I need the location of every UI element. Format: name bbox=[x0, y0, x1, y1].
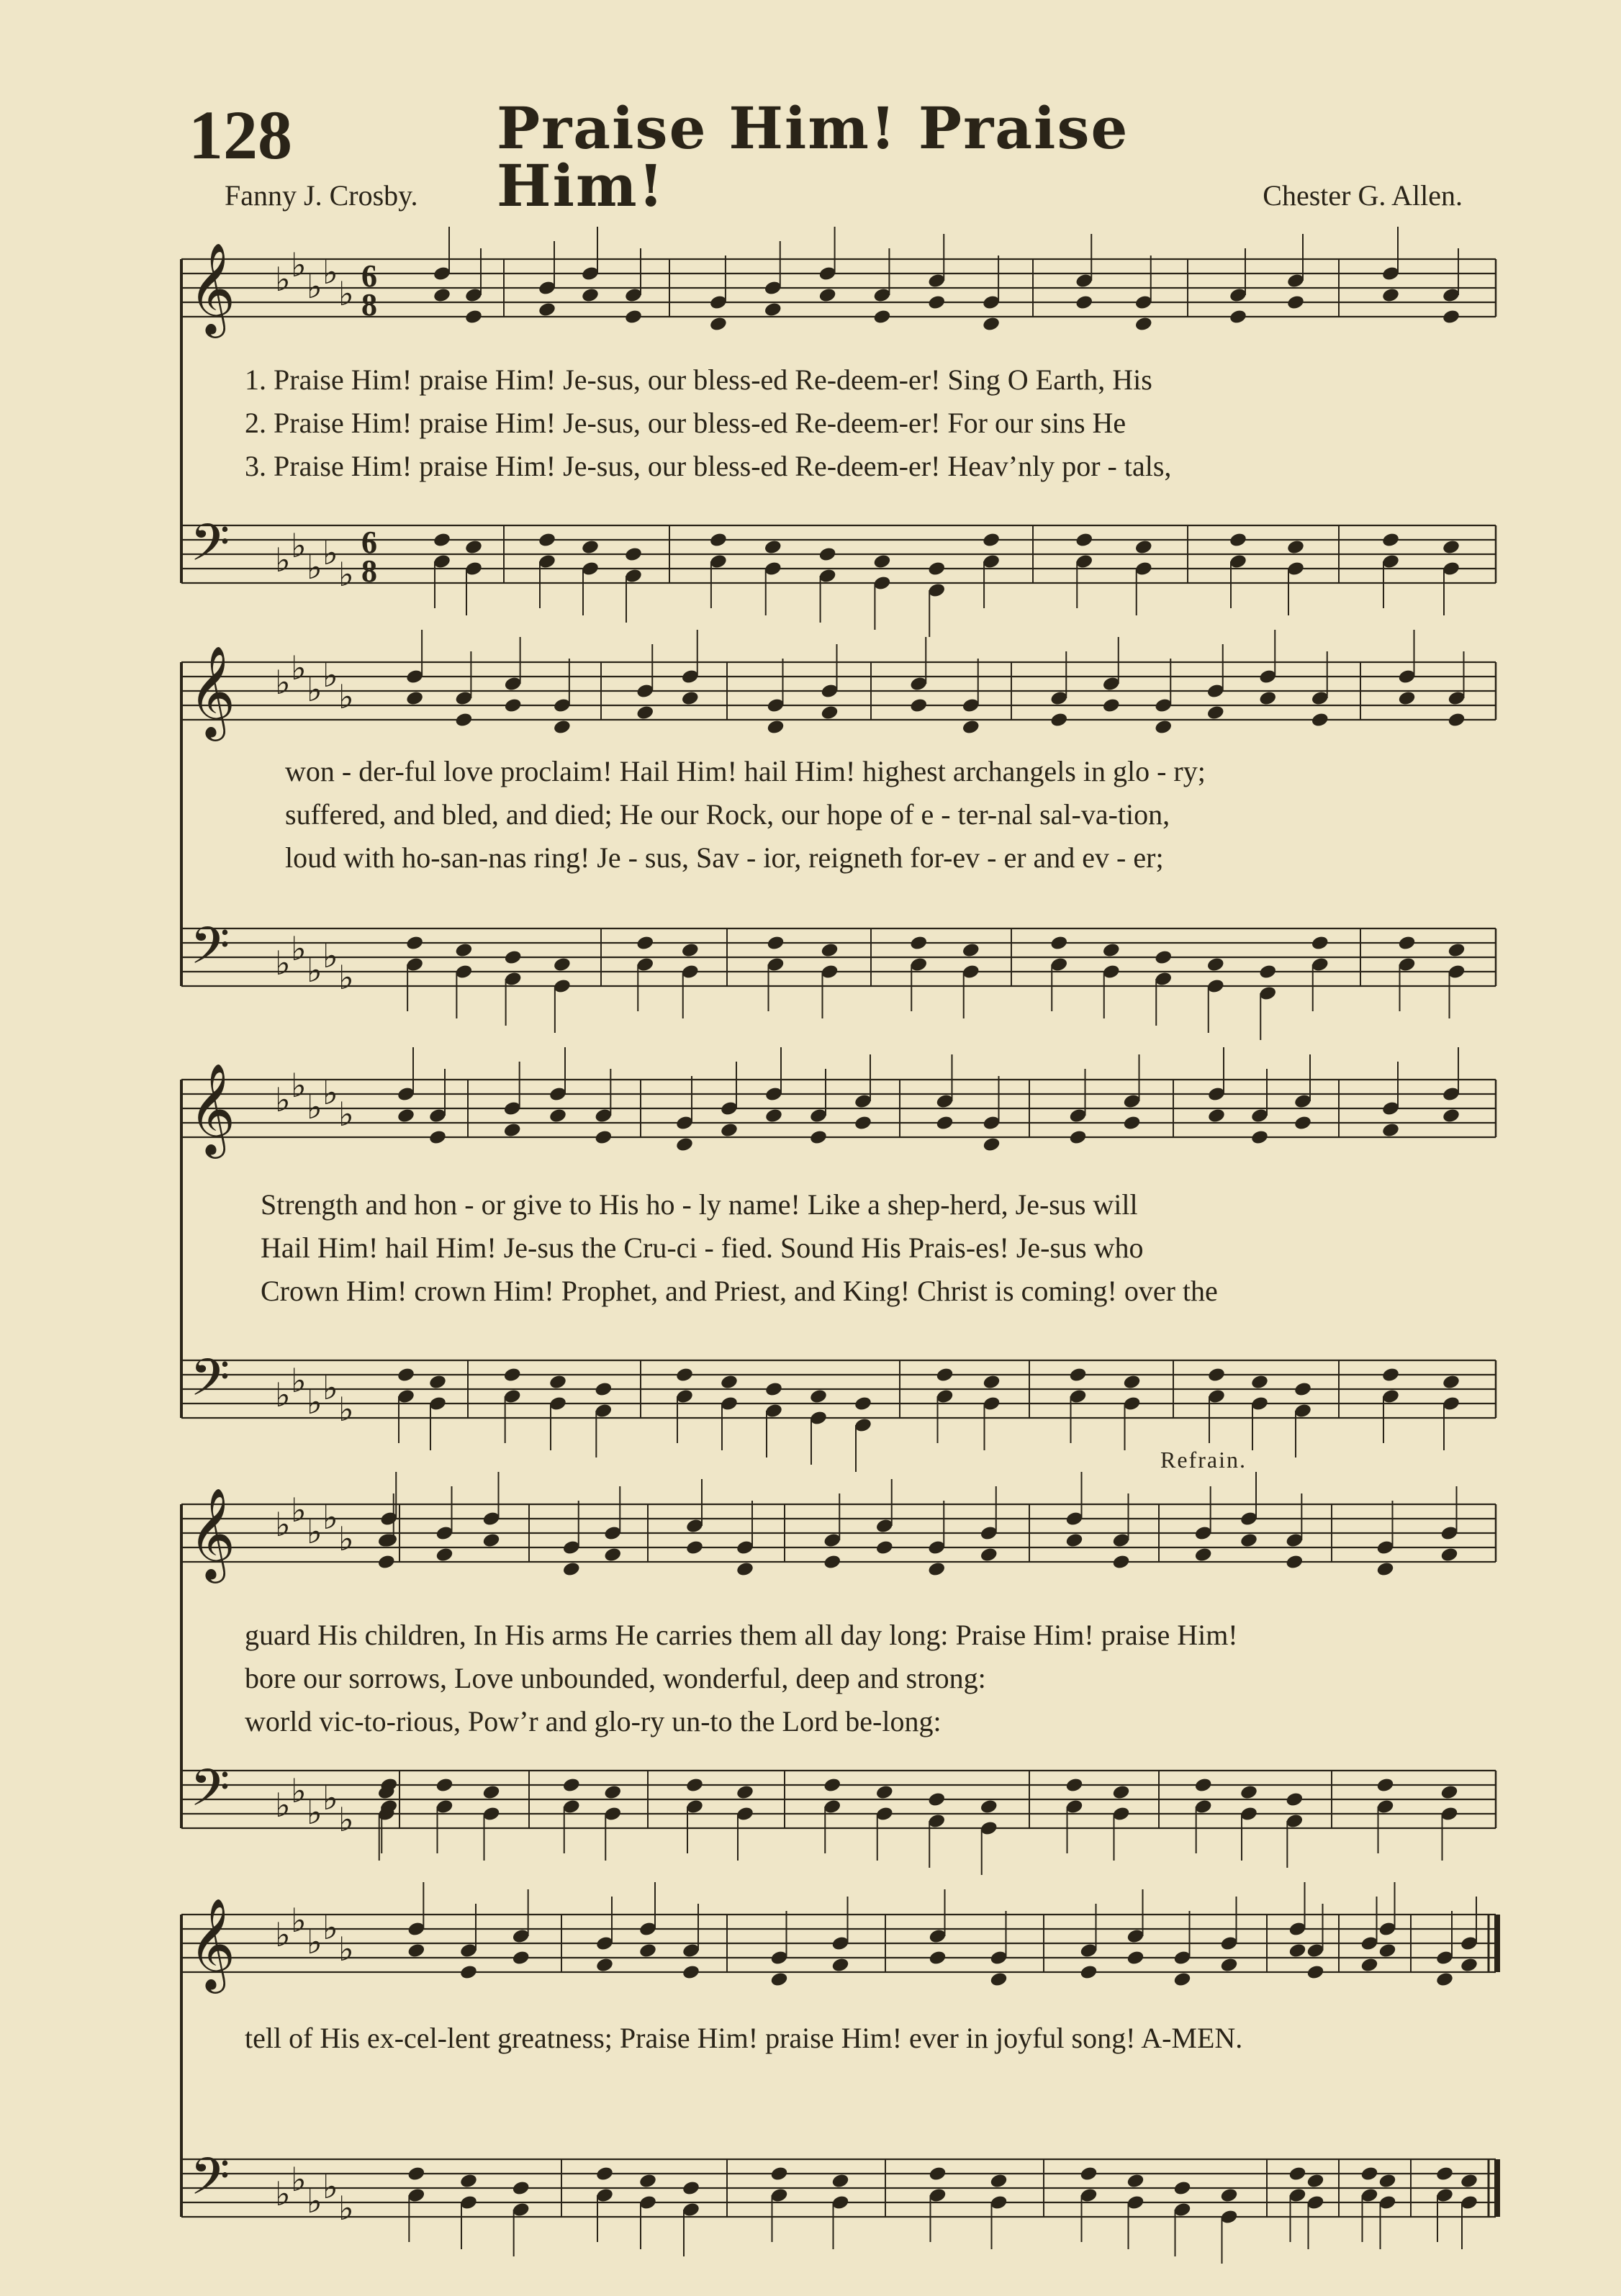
note-head bbox=[1049, 935, 1068, 952]
note-head bbox=[1154, 719, 1173, 736]
note-head bbox=[548, 1374, 567, 1391]
time-signature: 6 bbox=[361, 525, 377, 560]
note-head bbox=[1126, 1950, 1144, 1966]
treble-clef: 𝄞 bbox=[189, 242, 236, 334]
note-head bbox=[927, 1561, 946, 1578]
note-head bbox=[927, 1791, 946, 1808]
note-head bbox=[1219, 1957, 1238, 1974]
note-head bbox=[675, 1367, 694, 1383]
note-head bbox=[982, 532, 1001, 548]
note-head bbox=[553, 719, 572, 736]
note-head bbox=[636, 935, 654, 952]
note-head bbox=[809, 1129, 828, 1146]
note-head bbox=[581, 287, 600, 304]
note-head bbox=[1397, 690, 1416, 707]
flat-sign: ♭ bbox=[275, 1915, 291, 1954]
flat-sign: ♭ bbox=[322, 1073, 338, 1112]
note-head bbox=[875, 1540, 894, 1556]
note-head bbox=[682, 2180, 700, 2197]
note-head bbox=[709, 316, 728, 333]
note-head bbox=[928, 1950, 947, 1966]
note-head bbox=[397, 1108, 415, 1124]
note-head bbox=[989, 1971, 1008, 1988]
note-head bbox=[980, 1799, 998, 1815]
note-head bbox=[562, 1777, 581, 1794]
note-head bbox=[1240, 1532, 1258, 1549]
bass-clef: 𝄢 bbox=[190, 1348, 230, 1420]
lyric-line: won - der-ful love proclaim! Hail Him! hail Him! highest archangels in glo - ry; bbox=[285, 755, 1206, 787]
note-head bbox=[504, 697, 523, 714]
note-head bbox=[1068, 1129, 1087, 1146]
note-head bbox=[1376, 1561, 1394, 1578]
lyric-line: tell of His ex-cel-lent greatness; Praise Him! praise Him! ever in joyful song! A-MEN. bbox=[245, 2022, 1243, 2054]
author-credit: Fanny J. Crosby. bbox=[225, 179, 418, 212]
lyric-line: 1. Praise Him! praise Him! Je-sus, our bless-ed Re-deem-er! Sing O Earth, His bbox=[245, 363, 1152, 396]
note-head bbox=[1065, 1532, 1083, 1549]
flat-sign: ♭ bbox=[322, 936, 338, 975]
note-head bbox=[764, 1381, 783, 1398]
note-head bbox=[459, 1964, 478, 1981]
note-head bbox=[636, 705, 654, 721]
note-head bbox=[1122, 1115, 1141, 1131]
note-head bbox=[1435, 1971, 1454, 1988]
note-head bbox=[1206, 957, 1225, 973]
lyric-line: bore our sorrows, Love unbounded, wonderful, deep and strong: bbox=[245, 1662, 986, 1694]
note-head bbox=[872, 309, 891, 325]
note-head bbox=[1068, 1367, 1087, 1383]
treble-clef: 𝄞 bbox=[189, 645, 236, 737]
note-head bbox=[1286, 294, 1305, 311]
note-head bbox=[1378, 2173, 1396, 2189]
note-head bbox=[503, 1367, 522, 1383]
note-head bbox=[1250, 1129, 1269, 1146]
note-head bbox=[433, 532, 451, 548]
note-head bbox=[1440, 1784, 1458, 1801]
note-head bbox=[405, 935, 424, 952]
note-head bbox=[818, 546, 837, 563]
note-head bbox=[769, 1971, 788, 1988]
note-head bbox=[1306, 2173, 1324, 2189]
flat-sign: ♭ bbox=[291, 1491, 307, 1529]
note-head bbox=[1447, 712, 1466, 728]
flat-sign: ♭ bbox=[338, 274, 354, 313]
note-head bbox=[603, 1784, 622, 1801]
note-head bbox=[909, 935, 928, 952]
lyric-line: 3. Praise Him! praise Him! Je-sus, our bless-ed Re-deem-er! Heav’nly por - tals, bbox=[245, 450, 1172, 482]
hymn-title: Praise Him! Praise Him! bbox=[497, 94, 1129, 220]
note-head bbox=[504, 949, 523, 966]
treble-clef: 𝄞 bbox=[189, 1487, 236, 1579]
refrain-label: Refrain. bbox=[1160, 1447, 1247, 1473]
note-head bbox=[1442, 309, 1460, 325]
note-head bbox=[538, 302, 556, 318]
time-signature: 8 bbox=[361, 287, 377, 322]
note-head bbox=[1219, 2187, 1238, 2204]
note-head bbox=[982, 316, 1001, 333]
note-head bbox=[1111, 1784, 1130, 1801]
flat-sign: ♭ bbox=[275, 541, 291, 579]
note-head bbox=[1376, 1777, 1394, 1794]
note-head bbox=[405, 690, 424, 707]
flat-sign: ♭ bbox=[338, 1930, 354, 1969]
note-head bbox=[769, 2166, 788, 2182]
note-head bbox=[435, 1777, 453, 1794]
note-head bbox=[562, 1561, 581, 1578]
note-head bbox=[1206, 705, 1225, 721]
lyric-line: Crown Him! crown Him! Prophet, and Priest, and King! Christ is coming! over the bbox=[261, 1275, 1218, 1307]
note-head bbox=[982, 1374, 1001, 1391]
flat-sign: ♭ bbox=[322, 1779, 338, 1817]
flat-sign: ♭ bbox=[322, 253, 338, 291]
note-head bbox=[1240, 1784, 1258, 1801]
note-head bbox=[928, 2166, 947, 2182]
note-head bbox=[435, 1547, 453, 1563]
hymn-number: 128 bbox=[189, 96, 292, 173]
note-head bbox=[503, 1122, 522, 1139]
note-head bbox=[454, 712, 473, 728]
flat-sign: ♭ bbox=[322, 2167, 338, 2206]
note-head bbox=[464, 539, 483, 556]
flat-sign: ♭ bbox=[307, 1512, 322, 1551]
flat-sign: ♭ bbox=[322, 1368, 338, 1407]
note-head bbox=[1102, 697, 1121, 714]
note-head bbox=[581, 539, 600, 556]
flat-sign: ♭ bbox=[291, 526, 307, 565]
flat-sign: ♭ bbox=[291, 929, 307, 968]
time-signature: 6 bbox=[361, 258, 377, 294]
note-head bbox=[595, 2166, 614, 2182]
note-head bbox=[854, 1115, 872, 1131]
note-head bbox=[433, 287, 451, 304]
note-head bbox=[831, 1957, 849, 1974]
flat-sign: ♭ bbox=[338, 958, 354, 997]
note-head bbox=[1435, 2166, 1454, 2182]
flat-sign: ♭ bbox=[291, 648, 307, 687]
note-head bbox=[1075, 294, 1093, 311]
note-head bbox=[454, 942, 473, 959]
note-head bbox=[682, 1964, 700, 1981]
note-head bbox=[1207, 1108, 1226, 1124]
note-head bbox=[1311, 712, 1329, 728]
treble-clef: 𝄞 bbox=[189, 1062, 236, 1154]
flat-sign: ♭ bbox=[322, 656, 338, 695]
bass-clef: 𝄢 bbox=[190, 1758, 230, 1830]
flat-sign: ♭ bbox=[275, 260, 291, 299]
flat-sign: ♭ bbox=[291, 1901, 307, 1940]
note-head bbox=[766, 719, 785, 736]
note-head bbox=[1306, 1964, 1324, 1981]
note-head bbox=[720, 1374, 739, 1391]
note-head bbox=[595, 1957, 614, 1974]
note-head bbox=[482, 1784, 500, 1801]
note-head bbox=[962, 719, 980, 736]
note-head bbox=[909, 697, 928, 714]
note-head bbox=[1293, 1381, 1312, 1398]
note-head bbox=[512, 2180, 530, 2197]
note-head bbox=[464, 309, 483, 325]
note-head bbox=[1126, 2173, 1144, 2189]
flat-sign: ♭ bbox=[322, 533, 338, 572]
note-head bbox=[982, 1136, 1001, 1153]
note-head bbox=[1173, 1971, 1191, 1988]
flat-sign: ♭ bbox=[275, 1375, 291, 1414]
flat-sign: ♭ bbox=[291, 2160, 307, 2199]
note-head bbox=[1065, 1777, 1083, 1794]
note-head bbox=[1258, 964, 1277, 980]
note-head bbox=[594, 1129, 613, 1146]
note-head bbox=[685, 1540, 704, 1556]
note-head bbox=[1378, 1943, 1396, 1959]
note-head bbox=[1250, 1374, 1269, 1391]
note-head bbox=[1381, 1122, 1400, 1139]
note-head bbox=[1134, 539, 1153, 556]
note-head bbox=[736, 1784, 754, 1801]
flat-sign: ♭ bbox=[275, 2174, 291, 2213]
flat-sign: ♭ bbox=[291, 1361, 307, 1400]
lyric-line: world vic-to-rious, Pow’r and glo-ry un-to the Lord be-long: bbox=[245, 1705, 942, 1737]
note-head bbox=[1288, 1943, 1306, 1959]
flat-sign: ♭ bbox=[307, 267, 322, 306]
flat-sign: ♭ bbox=[307, 951, 322, 990]
note-head bbox=[1229, 309, 1247, 325]
note-head bbox=[1079, 1964, 1098, 1981]
note-head bbox=[736, 1561, 754, 1578]
flat-sign: ♭ bbox=[307, 1088, 322, 1126]
note-head bbox=[1397, 935, 1416, 952]
note-head bbox=[820, 942, 839, 959]
note-head bbox=[1111, 1554, 1130, 1570]
flat-sign: ♭ bbox=[307, 1383, 322, 1422]
note-head bbox=[927, 561, 946, 577]
note-head bbox=[1194, 1777, 1213, 1794]
flat-sign: ♭ bbox=[338, 1800, 354, 1839]
note-head bbox=[638, 2173, 657, 2189]
note-head bbox=[809, 1388, 828, 1405]
note-head bbox=[1442, 1108, 1460, 1124]
bass-clef: 𝄢 bbox=[190, 513, 230, 585]
note-head bbox=[962, 942, 980, 959]
lyric-line: 2. Praise Him! praise Him! Je-sus, our bless-ed Re-deem-er! For our sins He bbox=[245, 407, 1126, 439]
note-head bbox=[538, 532, 556, 548]
note-head bbox=[1154, 949, 1173, 966]
note-head bbox=[823, 1777, 841, 1794]
note-head bbox=[1049, 712, 1068, 728]
note-head bbox=[594, 1381, 613, 1398]
note-head bbox=[766, 935, 785, 952]
note-head bbox=[624, 546, 643, 563]
flat-sign: ♭ bbox=[275, 1080, 291, 1119]
flat-sign: ♭ bbox=[275, 663, 291, 702]
composer-credit: Chester G. Allen. bbox=[1263, 179, 1463, 212]
note-head bbox=[1381, 532, 1400, 548]
flat-sign: ♭ bbox=[307, 548, 322, 587]
note-head bbox=[872, 553, 891, 570]
note-head bbox=[927, 294, 946, 311]
note-head bbox=[407, 2166, 425, 2182]
lyric-line: loud with ho-san-nas ring! Je - sus, Sav - ior, reigneth for-ev - er and ev - er; bbox=[285, 841, 1164, 874]
note-head bbox=[1075, 532, 1093, 548]
note-head bbox=[1460, 1957, 1478, 1974]
flat-sign: ♭ bbox=[307, 2182, 322, 2220]
note-head bbox=[1286, 539, 1305, 556]
note-head bbox=[989, 2173, 1008, 2189]
note-head bbox=[377, 1554, 396, 1570]
note-head bbox=[1102, 942, 1121, 959]
note-head bbox=[1460, 2173, 1478, 2189]
flat-sign: ♭ bbox=[338, 677, 354, 716]
note-head bbox=[512, 1950, 530, 1966]
note-head bbox=[1207, 1367, 1226, 1383]
note-head bbox=[1381, 1367, 1400, 1383]
flat-sign: ♭ bbox=[275, 944, 291, 982]
note-head bbox=[1134, 316, 1153, 333]
note-head bbox=[1440, 1547, 1458, 1563]
flat-sign: ♭ bbox=[338, 1390, 354, 1429]
flat-sign: ♭ bbox=[291, 245, 307, 284]
note-head bbox=[764, 302, 782, 318]
note-head bbox=[820, 705, 839, 721]
time-signature: 8 bbox=[361, 553, 377, 589]
note-head bbox=[854, 1396, 872, 1412]
note-head bbox=[1229, 532, 1247, 548]
flat-sign: ♭ bbox=[275, 1505, 291, 1544]
note-head bbox=[1360, 1957, 1378, 1974]
lyric-line: Strength and hon - or give to His ho - ly name! Like a shep-herd, Je-sus will bbox=[261, 1188, 1138, 1221]
note-head bbox=[1447, 942, 1466, 959]
note-head bbox=[681, 690, 700, 707]
flat-sign: ♭ bbox=[322, 1498, 338, 1537]
note-head bbox=[875, 1784, 894, 1801]
note-head bbox=[681, 942, 700, 959]
note-head bbox=[1285, 1554, 1304, 1570]
flat-sign: ♭ bbox=[275, 1786, 291, 1825]
note-head bbox=[831, 2173, 849, 2189]
note-head bbox=[675, 1136, 694, 1153]
flat-sign: ♭ bbox=[338, 555, 354, 594]
bass-clef: 𝄢 bbox=[190, 916, 230, 988]
note-head bbox=[709, 532, 728, 548]
note-head bbox=[1258, 690, 1277, 707]
note-head bbox=[407, 1943, 425, 1959]
flat-sign: ♭ bbox=[338, 1095, 354, 1134]
note-head bbox=[603, 1547, 622, 1563]
note-head bbox=[720, 1122, 739, 1139]
note-head bbox=[1079, 2166, 1098, 2182]
note-head bbox=[685, 1777, 704, 1794]
note-head bbox=[482, 1532, 500, 1549]
lyric-line: Hail Him! hail Him! Je-sus the Cru-ci - fied. Sound His Prais-es! Je-sus who bbox=[261, 1231, 1144, 1264]
note-head bbox=[1293, 1115, 1312, 1131]
note-head bbox=[764, 1108, 783, 1124]
flat-sign: ♭ bbox=[322, 1908, 338, 1947]
note-head bbox=[624, 309, 643, 325]
flat-sign: ♭ bbox=[291, 1066, 307, 1105]
lyric-line: suffered, and bled, and died; He our Rock, our hope of e - ter-nal sal-va-tion, bbox=[285, 798, 1170, 831]
flat-sign: ♭ bbox=[338, 1519, 354, 1558]
lyric-line: guard His children, In His arms He carries them all day long: Praise Him! praise Him! bbox=[245, 1619, 1238, 1651]
note-head bbox=[459, 2173, 478, 2189]
flat-sign: ♭ bbox=[291, 1771, 307, 1810]
note-head bbox=[935, 1115, 954, 1131]
note-head bbox=[638, 1943, 657, 1959]
note-head bbox=[1288, 2166, 1306, 2182]
bass-clef: 𝄢 bbox=[190, 2147, 230, 2219]
treble-clef: 𝄞 bbox=[189, 1897, 236, 1989]
note-head bbox=[397, 1367, 415, 1383]
note-head bbox=[1442, 1374, 1460, 1391]
note-head bbox=[1194, 1547, 1213, 1563]
note-head bbox=[1442, 539, 1460, 556]
flat-sign: ♭ bbox=[307, 1793, 322, 1832]
note-head bbox=[935, 1367, 954, 1383]
note-head bbox=[818, 287, 837, 304]
note-head bbox=[1360, 2166, 1378, 2182]
note-head bbox=[1381, 287, 1400, 304]
note-head bbox=[823, 1554, 841, 1570]
note-head bbox=[764, 539, 782, 556]
note-head bbox=[548, 1108, 567, 1124]
note-head bbox=[553, 957, 572, 973]
note-head bbox=[428, 1374, 447, 1391]
note-head bbox=[1285, 1791, 1304, 1808]
note-head bbox=[980, 1547, 998, 1563]
note-head bbox=[1311, 935, 1329, 952]
flat-sign: ♭ bbox=[338, 2189, 354, 2228]
note-head bbox=[428, 1129, 447, 1146]
note-head bbox=[1173, 2180, 1191, 2197]
flat-sign: ♭ bbox=[307, 670, 322, 709]
note-head bbox=[1122, 1374, 1141, 1391]
flat-sign: ♭ bbox=[307, 1922, 322, 1961]
